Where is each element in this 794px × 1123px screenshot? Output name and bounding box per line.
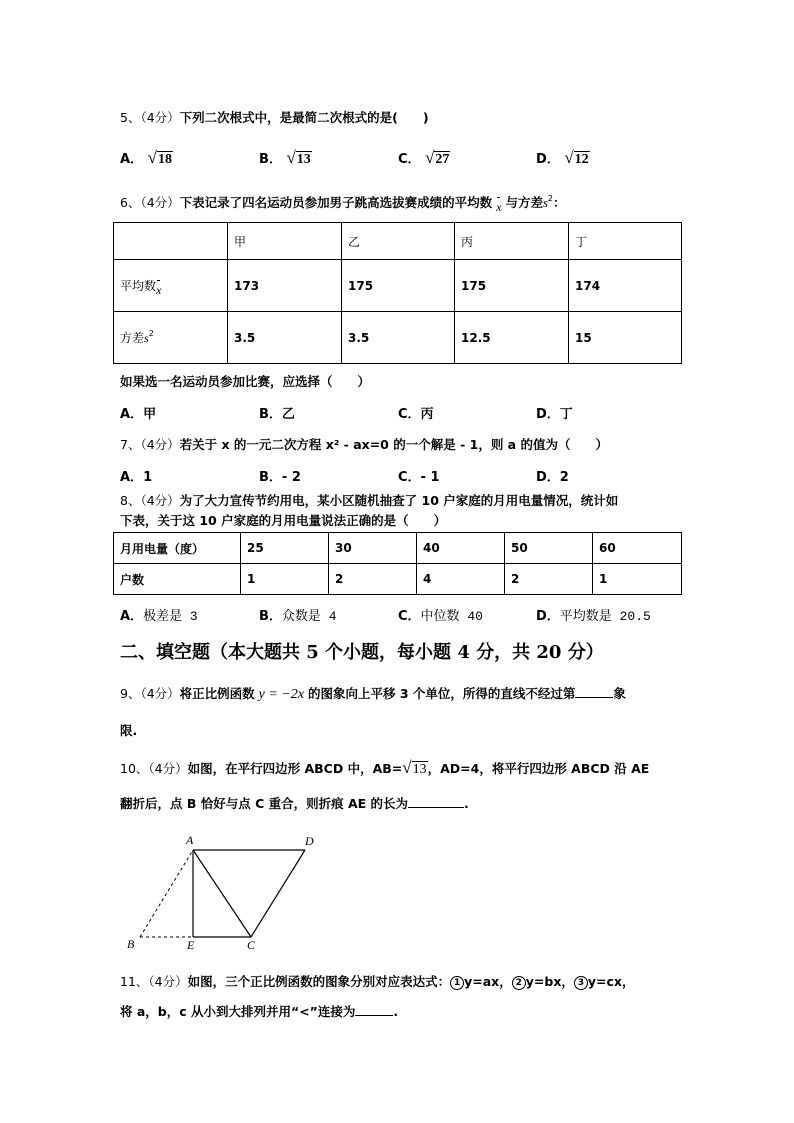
q5-option-a[interactable]: A． √18	[120, 148, 172, 167]
q11-stem-line2: 将 a，b，c 从小到大排列并用“<”连接为 .	[120, 1004, 399, 1019]
q6-followup: 如果选一名运动员参加比赛，应选择（ ）	[120, 374, 371, 389]
q10-stem-line2: 翻折后，点 B 恰好与点 C 重合，则折痕 AE 的长为 .	[120, 796, 469, 811]
circled-number-2: 2	[512, 976, 526, 990]
q7-option-b[interactable]: B．- 2	[259, 470, 301, 485]
table-row: 户数 1 2 4 2 1	[114, 564, 682, 595]
q5-option-c[interactable]: C． √27	[398, 148, 450, 167]
table-row: 平均数x 173 175 175 174	[114, 260, 682, 312]
label-c: C	[247, 938, 256, 952]
q6-option-a[interactable]: A．甲	[120, 407, 157, 422]
q8-option-c[interactable]: C．中位数 40	[398, 609, 483, 624]
table-row: 方差$s^2$ 3.5 3.5 12.5 15	[114, 312, 682, 364]
q9-stem-line2: 限.	[120, 723, 138, 738]
q7-option-c[interactable]: C．- 1	[398, 470, 440, 485]
q6-option-c[interactable]: C．丙	[398, 407, 434, 422]
dashed-edge-ab	[140, 850, 193, 937]
q10-stem-line1: 10、（4分）如图，在平行四边形 ABCD 中，AB=√13，AD=4，将平行四边形 ABCD 沿 AE	[120, 758, 650, 777]
label-e: E	[187, 938, 195, 952]
circled-number-1: 1	[450, 976, 464, 990]
q8-option-d[interactable]: D．平均数是 20.5	[536, 609, 651, 624]
label-a: A	[186, 833, 194, 847]
q8-stem-line2: 下表，关于这 10 户家庭的月用电量说法正确的是（ ）	[120, 513, 447, 528]
mean-symbol: x	[496, 200, 502, 214]
q9-formula: y = −2x	[258, 687, 304, 702]
q9-stem-line1: 9、（4分）将正比例函数 y = −2x 的图象向上平移 3 个单位，所得的直线不经过第 象	[120, 686, 626, 702]
sqrt-18: √18	[147, 148, 172, 167]
q8-option-a[interactable]: A．极差是 3	[120, 609, 198, 624]
q7-option-a[interactable]: A．1	[120, 470, 153, 485]
q8-option-b[interactable]: B．众数是 4	[259, 609, 337, 624]
table-row: 甲 乙 丙 丁	[114, 223, 682, 260]
sqrt-13: √13	[402, 758, 427, 777]
sqrt-12: √12	[564, 148, 589, 167]
q7-stem: 7、（4分）若关于 x 的一元二次方程 x² - ax=0 的一个解是 - 1，则 a 的值为（ ）	[120, 437, 608, 452]
q5-option-d[interactable]: D． √12	[536, 148, 589, 167]
q5-stem: 5、（4分）下列二次根式中，是最简二次根式的是( )	[120, 110, 429, 125]
q8-stem-line1: 8、（4分）为了大力宣传节约用电，某小区随机抽查了 10 户家庭的月用电量情况，统计如	[120, 493, 619, 508]
sqrt-27: √27	[425, 148, 450, 167]
q7-option-d[interactable]: D．2	[536, 470, 569, 485]
answer-blank[interactable]	[355, 1015, 393, 1016]
sqrt-13: √13	[286, 148, 311, 167]
label-b: B	[127, 937, 135, 951]
mean-row-label: 平均数x	[114, 260, 228, 312]
q6-results-table	[113, 222, 682, 364]
section-heading: 二、填空题（本大题共 5 个小题，每小题 4 分，共 20 分）	[120, 642, 604, 663]
q6-option-d[interactable]: D．丁	[536, 407, 573, 422]
q6-option-b[interactable]: B．乙	[259, 407, 295, 422]
answer-blank[interactable]	[575, 697, 613, 698]
variance-row-label: 方差$s^2$	[114, 312, 228, 364]
edge-ac	[193, 850, 251, 937]
q11-stem-line1: 11、（4分）如图，三个正比例函数的图象分别对应表达式： 1 y=ax， 2 y=bx， 3 y=cx，	[120, 974, 635, 989]
table-row: 月用电量（度） 25 30 40 50 60	[114, 533, 682, 564]
circled-number-3: 3	[574, 976, 588, 990]
edge-dc	[251, 850, 305, 937]
q8-usage-table	[113, 532, 682, 595]
q5-option-b[interactable]: B． √13	[259, 148, 311, 167]
parallelogram-figure	[120, 828, 330, 953]
q6-stem: 6、（4分）下表记录了四名运动员参加男子跳高选拔赛成绩的平均数 x 与方差$s^2$：	[120, 194, 566, 214]
answer-blank[interactable]	[408, 807, 464, 808]
label-d: D	[305, 834, 314, 848]
